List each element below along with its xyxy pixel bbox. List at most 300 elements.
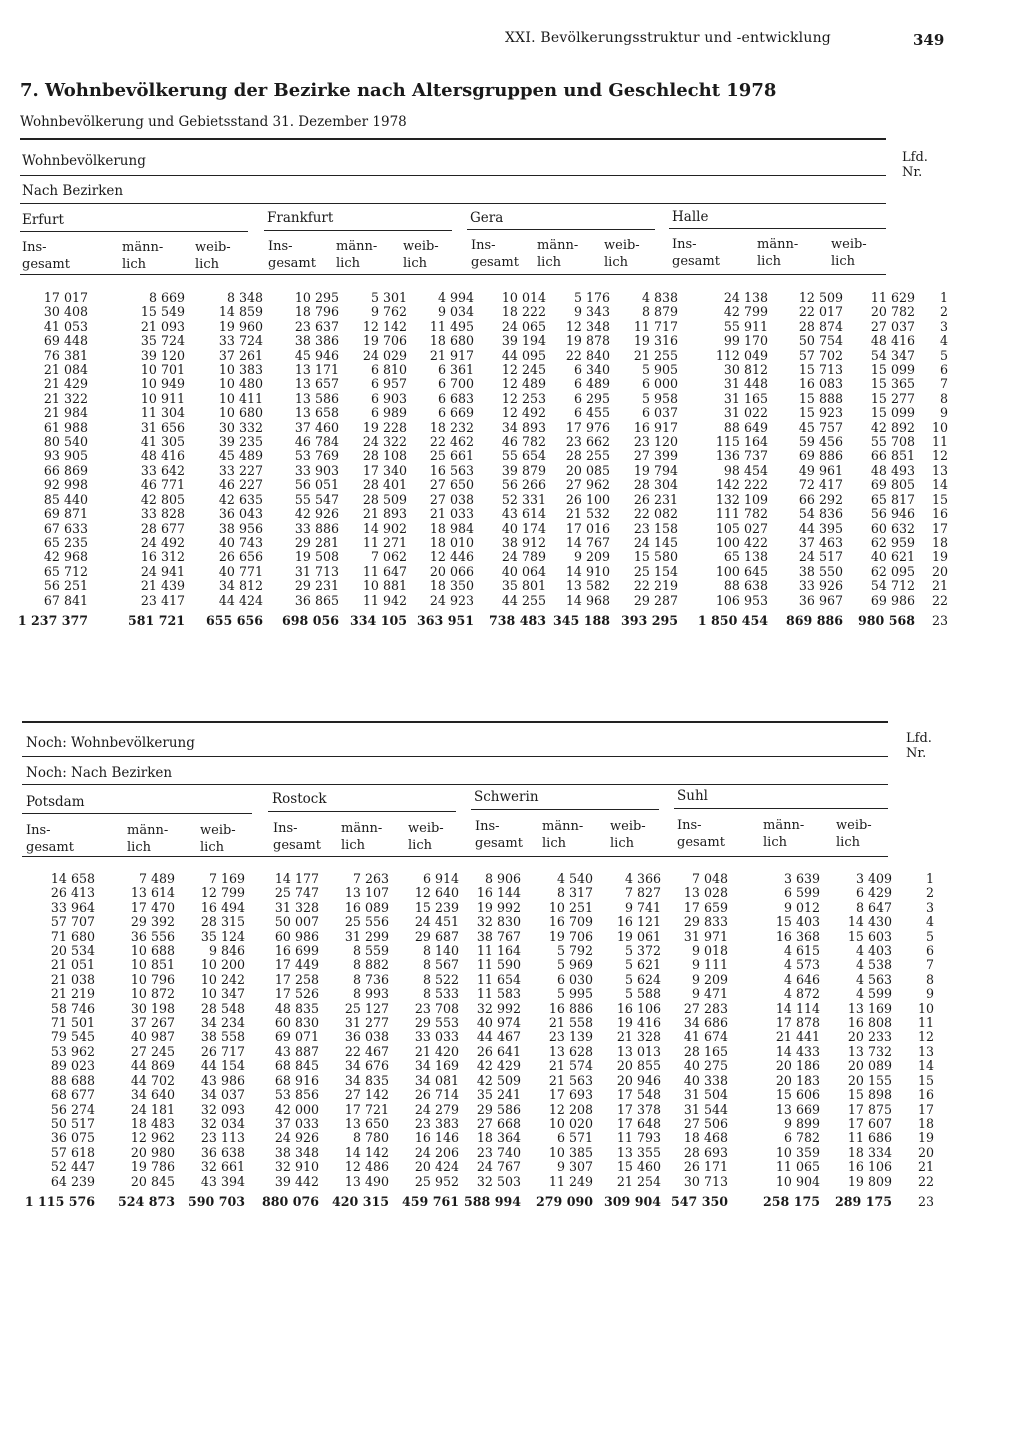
table-row (0, 449, 948, 463)
lfd-number: 9 (925, 986, 934, 1002)
table-cell: 34 686 (683, 1015, 728, 1031)
table-cell: 10 881 (362, 578, 407, 594)
table-cell: 16 709 (548, 914, 593, 930)
table-cell: 13 490 (344, 1173, 389, 1189)
table-cell: 28 108 (362, 448, 407, 464)
table-cell: 11 495 (429, 318, 474, 334)
lfd-number: 6 (939, 362, 948, 378)
table-cell: 9 471 (691, 986, 728, 1002)
table-cell: 10 680 (218, 405, 263, 421)
table-cell: 13 628 (548, 1043, 593, 1059)
table-row (0, 320, 948, 334)
col-head-line: Ins- (475, 819, 500, 834)
table-cell: 28 677 (140, 520, 185, 536)
table-cell: 52 447 (50, 1159, 95, 1175)
table-row (0, 550, 948, 564)
district-name: Gera (470, 210, 504, 226)
table-cell: 5 995 (556, 986, 593, 1002)
table-cell: 15 460 (616, 1159, 661, 1175)
table-cell: 55 654 (501, 448, 546, 464)
table-cell: 69 805 (870, 477, 915, 493)
table-row (0, 1160, 934, 1174)
table-cell: 68 916 (274, 1072, 319, 1088)
table-cell: 6 683 (437, 390, 474, 406)
table-cell: 60 986 (274, 928, 319, 944)
table-cell: 35 801 (501, 578, 546, 594)
table-row (0, 872, 934, 886)
table-row (0, 377, 948, 391)
table-cell: 15 923 (798, 405, 843, 421)
table-cell: 11 654 (476, 971, 521, 987)
table-cell: 50 754 (798, 333, 843, 349)
table-cell: 5 301 (370, 290, 407, 305)
table-cell: 20 183 (775, 1072, 820, 1088)
table-cell: 13 107 (344, 885, 389, 901)
table-cell: 32 992 (476, 1000, 521, 1016)
table-cell: 40 064 (501, 563, 546, 579)
table-cell: 13 614 (130, 885, 175, 901)
lfd-number: 4 (925, 914, 934, 930)
col-head-line: lich (408, 838, 432, 853)
table-row (0, 522, 948, 536)
table-cell: 15 099 (870, 362, 915, 378)
table-cell: 17 548 (616, 1087, 661, 1103)
table-row (0, 987, 934, 1001)
table-cell: 32 910 (274, 1159, 319, 1175)
table-cell: 36 038 (344, 1029, 389, 1045)
table-cell: 37 033 (274, 1115, 319, 1131)
table-cell: 65 235 (43, 534, 88, 550)
table-cell: 34 893 (501, 419, 546, 435)
col-head-line: gesamt (471, 255, 519, 270)
table-cell: 20 980 (130, 1144, 175, 1160)
table-cell: 21 532 (565, 506, 610, 522)
table-cell: 45 757 (798, 419, 843, 435)
table-cell: 72 417 (798, 477, 843, 493)
table-cell: 32 830 (476, 914, 521, 930)
table-cell: 52 331 (501, 491, 546, 507)
table-cell: 16 699 (274, 943, 319, 959)
table-cell: 28 315 (200, 914, 245, 930)
table-cell: 31 328 (274, 899, 319, 915)
table-cell: 6 810 (370, 362, 407, 378)
table-cell: 12 245 (501, 362, 546, 378)
table-cell: 36 967 (798, 592, 843, 608)
table-cell: 32 093 (200, 1101, 245, 1117)
table-cell: 40 174 (501, 520, 546, 536)
section-sublabel: Nach Bezirken (22, 183, 124, 199)
table-cell: 13 650 (344, 1115, 389, 1131)
table-cell: 6 571 (556, 1130, 593, 1146)
table-cell: 88 638 (723, 578, 768, 594)
col-head-line: lich (122, 257, 146, 272)
table-cell: 9 899 (783, 1115, 820, 1131)
col-head-line: weib- (195, 240, 231, 255)
table-cell: 28 165 (683, 1043, 728, 1059)
table-cell: 16 083 (798, 376, 843, 392)
table-cell: 309 904 (604, 1193, 661, 1209)
table-cell: 42 000 (274, 1101, 319, 1117)
table-cell: 12 446 (429, 549, 474, 565)
table-cell: 459 761 (402, 1193, 459, 1209)
table-cell: 132 109 (715, 491, 768, 507)
table-cell: 13 658 (294, 405, 339, 421)
table-cell: 14 910 (565, 563, 610, 579)
table-cell: 60 830 (274, 1015, 319, 1031)
col-head-line: gesamt (268, 256, 316, 271)
table-cell: 22 467 (344, 1043, 389, 1059)
table-cell: 11 686 (847, 1130, 892, 1146)
table-cell: 36 556 (130, 928, 175, 944)
col-head-male (127, 822, 168, 856)
table-cell: 39 235 (218, 434, 263, 450)
table-cell: 5 969 (556, 957, 593, 973)
lfd-number: 21 (931, 578, 948, 594)
lfd-number: 14 (931, 477, 948, 493)
table-cell: 13 013 (616, 1043, 661, 1059)
table-cell: 15 888 (798, 390, 843, 406)
table-cell: 18 796 (294, 304, 339, 320)
table-cell: 27 283 (683, 1000, 728, 1016)
table-row (0, 1146, 934, 1160)
table-cell: 24 941 (140, 563, 185, 579)
table-cell: 28 548 (200, 1000, 245, 1016)
table-cell: 26 714 (414, 1087, 459, 1103)
rule (669, 228, 886, 229)
col-head-line: weib- (604, 238, 640, 253)
table-cell: 28 255 (565, 448, 610, 464)
table-cell: 24 138 (723, 290, 768, 305)
table-row (0, 349, 948, 363)
table-cell: 15 403 (775, 914, 820, 930)
table-cell: 25 127 (344, 1000, 389, 1016)
table-cell: 14 968 (565, 592, 610, 608)
table-cell: 15 603 (847, 928, 892, 944)
table-cell: 55 911 (723, 318, 768, 334)
table-cell: 40 771 (218, 563, 263, 579)
table-cell: 28 401 (362, 477, 407, 493)
district-name: Potsdam (26, 794, 85, 810)
rule (674, 808, 888, 809)
table-cell: 1 115 576 (24, 1193, 95, 1209)
table-cell: 10 383 (218, 362, 263, 378)
table-cell: 48 416 (870, 333, 915, 349)
table-cell: 8 348 (226, 290, 263, 305)
table-cell: 40 987 (130, 1029, 175, 1045)
table-cell: 10 347 (200, 986, 245, 1002)
data-table-2 (0, 872, 934, 1209)
table-cell: 7 169 (208, 871, 245, 886)
table-cell: 25 952 (414, 1173, 459, 1189)
lfd-number: 7 (939, 376, 948, 392)
table-cell: 21 574 (548, 1058, 593, 1074)
col-head-line: lich (763, 835, 787, 850)
section-label: Noch: Wohnbevölkerung (26, 735, 195, 751)
lfd-number: 5 (939, 347, 948, 363)
col-head-line: Ins- (26, 823, 51, 838)
table-cell: 4 994 (437, 290, 474, 305)
table-cell: 8 533 (422, 986, 459, 1002)
table-cell: 6 455 (573, 405, 610, 421)
table-cell: 10 949 (140, 376, 185, 392)
table-cell: 16 106 (847, 1159, 892, 1175)
table-cell: 29 586 (476, 1101, 521, 1117)
table-cell: 53 769 (294, 448, 339, 464)
table-cell: 31 165 (723, 390, 768, 406)
table-cell: 33 642 (140, 462, 185, 478)
table-cell: 76 381 (43, 347, 88, 363)
table-cell: 17 378 (616, 1101, 661, 1117)
table-cell: 34 081 (414, 1072, 459, 1088)
table-cell: 23 383 (414, 1115, 459, 1131)
table-cell: 24 926 (274, 1130, 319, 1146)
table-cell: 25 661 (429, 448, 474, 464)
table-cell: 9 018 (691, 943, 728, 959)
table-cell: 30 198 (130, 1000, 175, 1016)
table-cell: 88 649 (723, 419, 768, 435)
table-cell: 69 071 (274, 1029, 319, 1045)
table-row (0, 1189, 934, 1209)
col-head-total (273, 820, 321, 854)
col-head-line: gesamt (273, 838, 321, 853)
rule (20, 231, 248, 232)
table-cell: 14 433 (775, 1043, 820, 1059)
table-cell: 5 176 (573, 290, 610, 305)
table-cell: 27 650 (429, 477, 474, 493)
table-cell: 24 065 (501, 318, 546, 334)
table-cell: 698 056 (282, 612, 339, 628)
table-cell: 9 012 (783, 899, 820, 915)
table-cell: 15 898 (847, 1087, 892, 1103)
lfd-number: 11 (931, 434, 948, 450)
table-cell: 590 703 (188, 1193, 245, 1209)
table-cell: 66 851 (870, 448, 915, 464)
table-cell: 68 677 (50, 1087, 95, 1103)
table-cell: 29 392 (130, 914, 175, 930)
table-cell: 136 737 (715, 448, 768, 464)
table-cell: 16 089 (344, 899, 389, 915)
table-cell: 655 656 (206, 612, 263, 628)
rule (22, 784, 888, 785)
lfd-number: 2 (939, 304, 948, 320)
table-cell: 12 509 (798, 290, 843, 305)
table-row (0, 464, 948, 478)
table-cell: 5 905 (641, 362, 678, 378)
table-cell: 10 020 (548, 1115, 593, 1131)
table-cell: 44 869 (130, 1058, 175, 1074)
table-cell: 15 099 (870, 405, 915, 421)
rule (20, 274, 886, 275)
table-cell: 10 295 (294, 290, 339, 305)
table-cell: 363 951 (417, 612, 474, 628)
table-cell: 19 228 (362, 419, 407, 435)
table-cell: 18 222 (501, 304, 546, 320)
table-cell: 38 956 (218, 520, 263, 536)
table-cell: 34 676 (344, 1058, 389, 1074)
table-cell: 50 517 (50, 1115, 95, 1131)
table-cell: 64 239 (50, 1173, 95, 1189)
lfd-number: 5 (925, 928, 934, 944)
table-cell: 40 621 (870, 549, 915, 565)
table-cell: 7 048 (691, 871, 728, 886)
col-head-female (836, 817, 872, 851)
table-row (0, 392, 948, 406)
table-cell: 9 762 (370, 304, 407, 320)
lfd-header (906, 731, 932, 761)
table-cell: 18 010 (429, 534, 474, 550)
table-cell: 42 635 (218, 491, 263, 507)
col-head-line: Ins- (677, 818, 702, 833)
col-head-total (22, 239, 70, 273)
table-cell: 17 721 (344, 1101, 389, 1117)
table-cell: 10 851 (130, 957, 175, 973)
col-head-line: lich (757, 254, 781, 269)
table-cell: 19 706 (548, 928, 593, 944)
table-cell: 16 312 (140, 549, 185, 565)
table-cell: 33 828 (140, 506, 185, 522)
page-number: 349 (913, 31, 945, 49)
table-cell: 39 442 (274, 1173, 319, 1189)
table-row (0, 1059, 934, 1073)
district-name: Erfurt (22, 212, 64, 228)
table-cell: 112 049 (715, 347, 768, 363)
table-cell: 79 545 (50, 1029, 95, 1045)
col-head-line: Ins- (471, 238, 496, 253)
table-cell: 20 089 (847, 1058, 892, 1074)
table-cell: 393 295 (621, 612, 678, 628)
table-cell: 9 209 (691, 971, 728, 987)
table-cell: 10 359 (775, 1144, 820, 1160)
table-cell: 40 974 (476, 1015, 521, 1031)
table-cell: 69 886 (798, 448, 843, 464)
table-cell: 32 503 (476, 1173, 521, 1189)
rule (22, 756, 888, 757)
table-cell: 21 093 (140, 318, 185, 334)
table-cell: 37 267 (130, 1015, 175, 1031)
col-head-total (672, 236, 720, 270)
table-cell: 3 639 (783, 871, 820, 886)
table-cell: 13 169 (847, 1000, 892, 1016)
table-cell: 17 016 (565, 520, 610, 536)
table-cell: 27 506 (683, 1115, 728, 1131)
col-head-line: Ins- (22, 240, 47, 255)
table-cell: 65 712 (43, 563, 88, 579)
table-cell: 25 154 (633, 563, 678, 579)
table-cell: 738 483 (489, 612, 546, 628)
lfd-line: Nr. (906, 746, 927, 761)
table-cell: 28 509 (362, 491, 407, 507)
table-cell: 4 599 (855, 986, 892, 1002)
table-cell: 980 568 (858, 612, 915, 628)
col-head-female (604, 237, 640, 271)
table-cell: 17 017 (43, 290, 88, 305)
table-cell: 5 588 (624, 986, 661, 1002)
table-cell: 16 917 (633, 419, 678, 435)
lfd-number: 15 (917, 1072, 934, 1088)
lfd-number: 23 (917, 1193, 934, 1209)
table-cell: 24 181 (130, 1101, 175, 1117)
table-cell: 6 903 (370, 390, 407, 406)
table-cell: 6 989 (370, 405, 407, 421)
table-cell: 1 237 377 (17, 612, 88, 628)
col-head-line: männ- (127, 823, 169, 838)
lfd-number: 1 (939, 290, 948, 305)
table-cell: 8 906 (484, 871, 521, 886)
table-cell: 880 076 (262, 1193, 319, 1209)
table-cell: 58 746 (50, 1000, 95, 1016)
table-cell: 39 120 (140, 347, 185, 363)
section-sublabel: Noch: Nach Bezirken (26, 765, 173, 781)
lfd-header (902, 150, 928, 180)
table-cell: 8 140 (422, 943, 459, 959)
col-head-line: gesamt (672, 254, 720, 269)
table-cell: 33 964 (50, 899, 95, 915)
table-cell: 38 348 (274, 1144, 319, 1160)
table-cell: 42 892 (870, 419, 915, 435)
table-cell: 7 827 (624, 885, 661, 901)
table-cell: 4 646 (783, 971, 820, 987)
table-cell: 67 841 (43, 592, 88, 608)
table-cell: 7 062 (370, 549, 407, 565)
table-cell: 71 501 (50, 1015, 95, 1031)
table-cell: 4 403 (855, 943, 892, 959)
table-cell: 28 693 (683, 1144, 728, 1160)
table-cell: 42 429 (476, 1058, 521, 1074)
table-cell: 13 028 (683, 885, 728, 901)
table-cell: 4 838 (641, 290, 678, 305)
table-cell: 9 741 (624, 899, 661, 915)
lfd-number: 8 (925, 971, 934, 987)
table-row (0, 973, 934, 987)
table-row (0, 305, 948, 319)
table-cell: 44 702 (130, 1072, 175, 1088)
table-cell: 21 441 (775, 1029, 820, 1045)
col-head-line: weib- (408, 821, 444, 836)
table-cell: 33 926 (798, 578, 843, 594)
table-cell: 15 580 (633, 549, 678, 565)
table-cell: 11 590 (476, 957, 521, 973)
table-cell: 6 669 (437, 405, 474, 421)
col-head-line: lich (604, 255, 628, 270)
table-cell: 19 416 (616, 1015, 661, 1031)
table-cell: 18 468 (683, 1130, 728, 1146)
table-cell: 6 914 (422, 871, 459, 886)
table-row (0, 1103, 934, 1117)
table-cell: 25 747 (274, 885, 319, 901)
table-row (0, 565, 948, 579)
rule (20, 203, 886, 204)
lfd-number: 8 (939, 390, 948, 406)
table-cell: 44 154 (200, 1058, 245, 1074)
table-cell: 14 658 (50, 871, 95, 886)
table-cell: 12 492 (501, 405, 546, 421)
lfd-number: 18 (917, 1115, 934, 1131)
table-cell: 5 958 (641, 390, 678, 406)
rule (20, 175, 886, 176)
table-cell: 8 559 (352, 943, 389, 959)
table-cell: 42 926 (294, 506, 339, 522)
lfd-number: 3 (939, 318, 948, 334)
table-cell: 6 700 (437, 376, 474, 392)
table-cell: 16 144 (476, 885, 521, 901)
table-cell: 21 984 (43, 405, 88, 421)
table-cell: 21 051 (50, 957, 95, 973)
table-row (0, 901, 934, 915)
table-cell: 18 232 (429, 419, 474, 435)
table-cell: 50 007 (274, 914, 319, 930)
table-cell: 54 836 (798, 506, 843, 522)
table-cell: 17 976 (565, 419, 610, 435)
